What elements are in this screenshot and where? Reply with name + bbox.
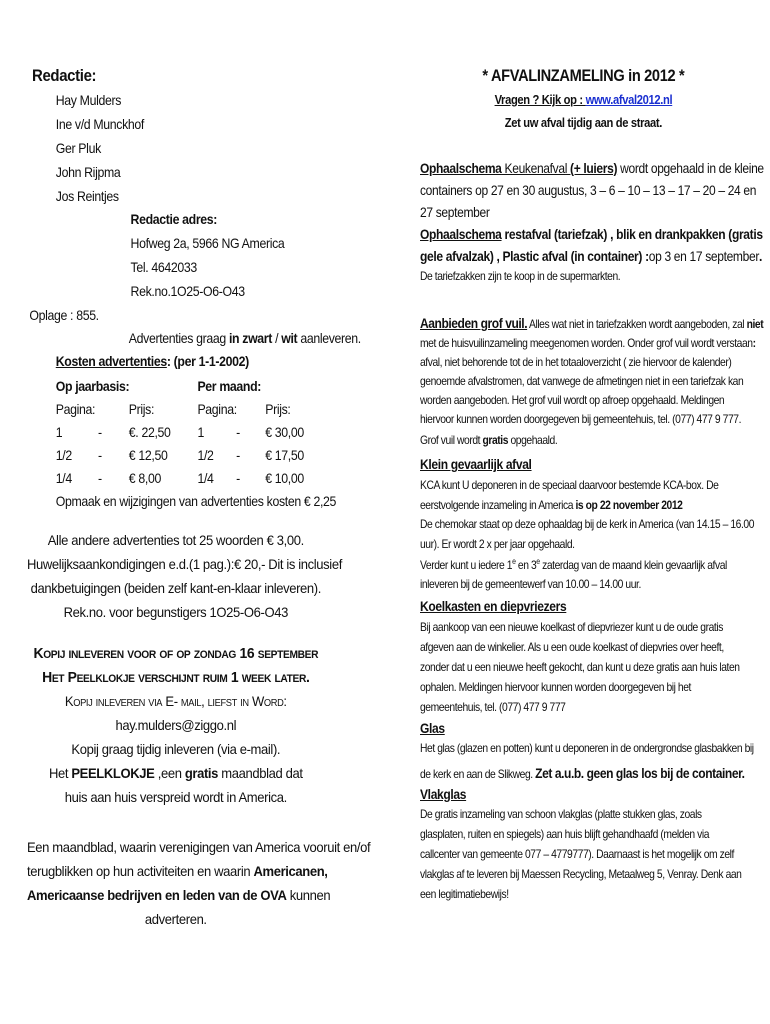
editorial-heading: Redactie:	[32, 66, 97, 85]
fridges-line: gemeentehuis, tel. (077) 477 9 777	[420, 700, 566, 714]
schedule-rest-note: De tariefzakken zijn te koop in de supermarkten.	[420, 269, 621, 283]
ads-bold2: wit	[281, 330, 298, 346]
editor-name: John Rijpma	[55, 164, 121, 180]
bulky-waste-title: Aanbieden grof vuil.	[420, 315, 528, 331]
bulky-waste-l2	[420, 337, 756, 349]
schedule-rest-bold: gele afvalzak) , Plastic afval (in container) :	[420, 248, 649, 264]
ads-post: aanleveren.	[297, 330, 361, 346]
publication-note: Het Peelklokje verschijnt ruim 1 week later.	[42, 669, 310, 686]
print-run: Oplage : 855.	[29, 307, 99, 323]
contact-email[interactable]: hay.mulders@ziggo.nl	[115, 717, 237, 733]
address-line: Tel. 4642033	[130, 259, 197, 275]
editor-name: Jos Reintjes	[55, 188, 119, 204]
row-page: 1	[55, 424, 63, 440]
fridges-line: afgeven aan de winkelier. Als u een oude koelkast of diepvries over heeft,	[420, 640, 724, 654]
flat-glass-line: een legitimatiebewijs!	[420, 887, 509, 901]
hazardous-title: Klein gevaarlijk afval	[420, 456, 532, 472]
bulky-waste-colon: :	[752, 336, 756, 350]
bulky-waste-rest: Alles wat niet in tariefzakken wordt aangeboden, zal	[527, 317, 747, 331]
row-price: € 10,00	[265, 470, 304, 486]
other-ads-line: Alle andere advertenties tot 25 woorden € 3,00.	[47, 532, 304, 548]
bulky-waste-line: hiervoor kunnen worden doorgegeven bij gemeentehuis, tel. (077) 477 9 777.	[420, 412, 742, 426]
hazardous-sat-c: zaterdag van de maand klein gevaarlijk afval	[539, 558, 727, 572]
schedule-kitchen	[420, 161, 764, 175]
row-price: € 12,50	[128, 447, 168, 463]
kopij-email-note: Kopij inleveren via E- mail, liefst in Word:	[64, 693, 287, 709]
bulky-waste-line: genoemde afvalstromen, dat vanwege de afmetingen niet in een tariefzak kan	[420, 374, 744, 388]
schedule-label: Ophaalschema	[420, 160, 502, 176]
glass-line-2	[420, 766, 745, 780]
hazardous-sat-b: en 3	[515, 558, 537, 572]
flat-glass-title: Vlakglas	[420, 786, 467, 802]
layout-cost: Opmaak en wijzigingen van advertenties kosten € 2,25	[55, 493, 337, 509]
schedule-a: Keukenafval	[501, 160, 571, 176]
costs-title	[56, 354, 249, 368]
monthly-pre: terugblikken op hun activiteiten en waarin	[27, 863, 254, 879]
bulky-waste-last	[420, 434, 557, 446]
hazardous-line: inleveren bij de gemeentewerf van 10.00 – 14.00 uur.	[420, 577, 641, 591]
ads-pre: Advertenties graag	[128, 330, 229, 346]
year-label: Op jaarbasis:	[55, 378, 130, 394]
flat-glass-line: vlakglas af te leveren bij Maessen Recycling, Metaalweg 5, Venray. Denk aan	[420, 867, 742, 881]
row-page: 1/2	[197, 447, 214, 463]
hazardous-sat-a: Verder kunt u iedere 1	[420, 558, 513, 572]
row-price: €. 22,50	[128, 424, 171, 440]
table-header: Prijs:	[265, 401, 291, 417]
address-line: Hofweg 2a, 5966 NG America	[130, 235, 285, 251]
row-dash: -	[98, 447, 102, 463]
row-dash: -	[236, 424, 240, 440]
row-dash: -	[236, 447, 240, 463]
row-price: € 8,00	[128, 470, 161, 486]
tip-line: Zet uw afval tijdig aan de straat.	[504, 115, 663, 130]
editor-name: Ine v/d Munckhof	[55, 116, 144, 132]
ads-bold: in zwart	[228, 330, 273, 346]
hazardous-sup: e	[536, 557, 540, 566]
fridges-line: ophalen. Meldingen hiervoor kunnen worden doorgegeven bij het	[420, 680, 691, 694]
other-ads-line: dankbetuigingen (beiden zelf kant-en-klaar inleveren).	[30, 580, 322, 596]
questions-text: Vragen ? Kijk op :	[494, 92, 586, 107]
schedule-rest-dot: .	[759, 248, 763, 264]
monthly-bold: Americaanse bedrijven en leden van de OVA	[27, 887, 287, 903]
peel-post: maandblad dat	[218, 765, 303, 781]
hazardous-line: KCA kunt U deponeren in de speciaal daarvoor bestemde KCA-box. De	[420, 478, 719, 492]
flat-glass-line: De gratis inzameling van schoon vlakglas (platte stukken glas, zoals	[420, 807, 702, 821]
table-header: Pagina:	[55, 401, 96, 417]
questions-line	[420, 93, 747, 106]
peel-bold: PEELKLOKJE	[71, 765, 155, 781]
kopij-timely-note: Kopij graag tijdig inleveren (via e-mail).	[71, 741, 281, 757]
monthly-bold: Americanen,	[253, 863, 328, 879]
row-page: 1/4	[55, 470, 72, 486]
hazardous-a: eerstvolgende inzameling in America	[420, 498, 576, 512]
fridges-line: Bij aankoop van een nieuwe koelkast of diepvriezer kunt u de oude gratis	[420, 620, 723, 634]
row-price: € 17,50	[265, 447, 304, 463]
row-price: € 30,00	[265, 424, 304, 440]
schedule-rest-dates: op 3 en 17 september	[648, 248, 760, 264]
fridges-title: Koelkasten en diepvriezers	[420, 598, 567, 614]
row-page: 1/2	[55, 447, 72, 463]
costs-title-rest: : (per 1-1-2002)	[166, 353, 249, 369]
fridges-line: zonder dat u een nieuwe heeft gekocht, dan kunt u deze gratis aan huis laten	[420, 660, 740, 674]
table-header: Pagina:	[197, 401, 237, 417]
bulky-waste-line: worden aangeboden. Het grof vuil wordt op afroep opgehaald. Meldingen	[420, 393, 725, 407]
glass-b: Zet a.u.b. geen glas los bij de container.	[535, 765, 745, 781]
peelklokje-note	[27, 766, 325, 780]
glass-title: Glas	[420, 720, 445, 736]
peelklokje-note-2: huis aan huis verspreid wordt in America.	[64, 789, 287, 805]
row-dash: -	[236, 470, 240, 486]
address-title: Redactie adres:	[130, 211, 218, 227]
monthly-pre: Een maandblad, waarin verenigingen van America vooruit en/of	[27, 839, 371, 855]
monthly-line	[27, 863, 328, 879]
monthly-line	[27, 912, 325, 926]
schedule-rest	[420, 227, 763, 241]
other-ads-line: Rek.no. voor begunstigers 1O25-O6-O43	[63, 604, 288, 620]
flat-glass-line: glasplaten, ruiten en spiegels) aan huis blijft gehandhaafd (melden via	[420, 827, 710, 841]
peel-pre: Het	[48, 765, 72, 781]
monthly-post: kunnen	[286, 887, 331, 903]
hazardous-line	[420, 499, 682, 511]
bulky-waste-a: met de huisvuilinzameling meegenomen worden. Onder grof vuil wordt verstaan	[420, 336, 753, 350]
schedule-rest-text: restafval (tariefzak) , blik en drankpakken (gratis	[501, 226, 763, 242]
ads-delivery-note	[129, 331, 361, 345]
waste-title: * AFVALINZAMELING in 2012 *	[482, 66, 685, 85]
month-label: Per maand:	[197, 378, 262, 394]
address-line: Rek.no.1O25-O6-O43	[130, 283, 245, 299]
bulky-last-c: opgehaald.	[508, 433, 558, 447]
hazardous-line: uur). Er wordt 2 x per jaar opgehaald.	[420, 537, 575, 551]
monthly-pre: adverteren.	[144, 911, 207, 927]
row-dash: -	[98, 424, 102, 440]
glass-line: Het glas (glazen en potten) kunt u deponeren in de ondergrondse glasbakken bij	[420, 741, 754, 755]
bulky-waste-bold: niet	[746, 317, 764, 331]
monthly-line	[27, 839, 371, 855]
ads-sep: /	[272, 330, 282, 346]
row-page: 1	[197, 424, 204, 440]
kopij-deadline: Kopij inleveren voor of op zondag 16 september	[33, 645, 319, 662]
monthly-line	[27, 887, 331, 903]
hazardous-b: is op 22 november 2012	[575, 498, 683, 512]
other-ads-line: Huwelijksaankondigingen e.d.(1 pag.):€ 20,- Dit is inclusief	[27, 556, 342, 572]
row-dash: -	[98, 470, 102, 486]
schedule-c: wordt opgehaald in de kleine	[617, 160, 764, 176]
hazardous-sup: e	[512, 557, 516, 566]
hazardous-line: De chemokar staat op deze ophaaldag bij de kerk in America (van 14.15 – 16.00	[420, 517, 755, 531]
schedule-rest-label: Ophaalschema	[420, 226, 502, 242]
schedule-kitchen-dates-2: 27 september	[420, 204, 490, 220]
row-page: 1/4	[197, 470, 214, 486]
schedule-rest-2	[420, 249, 762, 263]
bulky-last-a: Grof vuil wordt	[420, 433, 483, 447]
costs-title-text: Kosten advertenties	[55, 353, 167, 369]
editor-name: Ger Pluk	[55, 140, 101, 156]
peel-mid: ,een	[154, 765, 185, 781]
waste-website-link[interactable]: www.afval2012.nl	[585, 92, 673, 107]
schedule-b: (+ luiers)	[570, 160, 618, 176]
glass-a: de kerk en aan de Slikweg.	[420, 767, 536, 781]
flat-glass-line: callcenter van gemeente 077 – 4779777). Daarnaast is het mogelijk om zelf	[420, 847, 734, 861]
bulky-waste-l1	[420, 316, 763, 330]
table-header: Prijs:	[128, 401, 155, 417]
hazardous-line	[420, 558, 727, 571]
peel-bold2: gratis	[184, 765, 219, 781]
bulky-waste-line: afval, niet behorende tot de in het totaaloverzicht ( zie hiervoor de kalender)	[420, 355, 732, 369]
schedule-kitchen-dates: containers op 27 en 30 augustus, 3 – 6 – 10 – 13 – 17 – 20 – 24 en	[420, 182, 757, 198]
bulky-last-b: gratis	[482, 433, 509, 447]
editor-name: Hay Mulders	[55, 92, 122, 108]
